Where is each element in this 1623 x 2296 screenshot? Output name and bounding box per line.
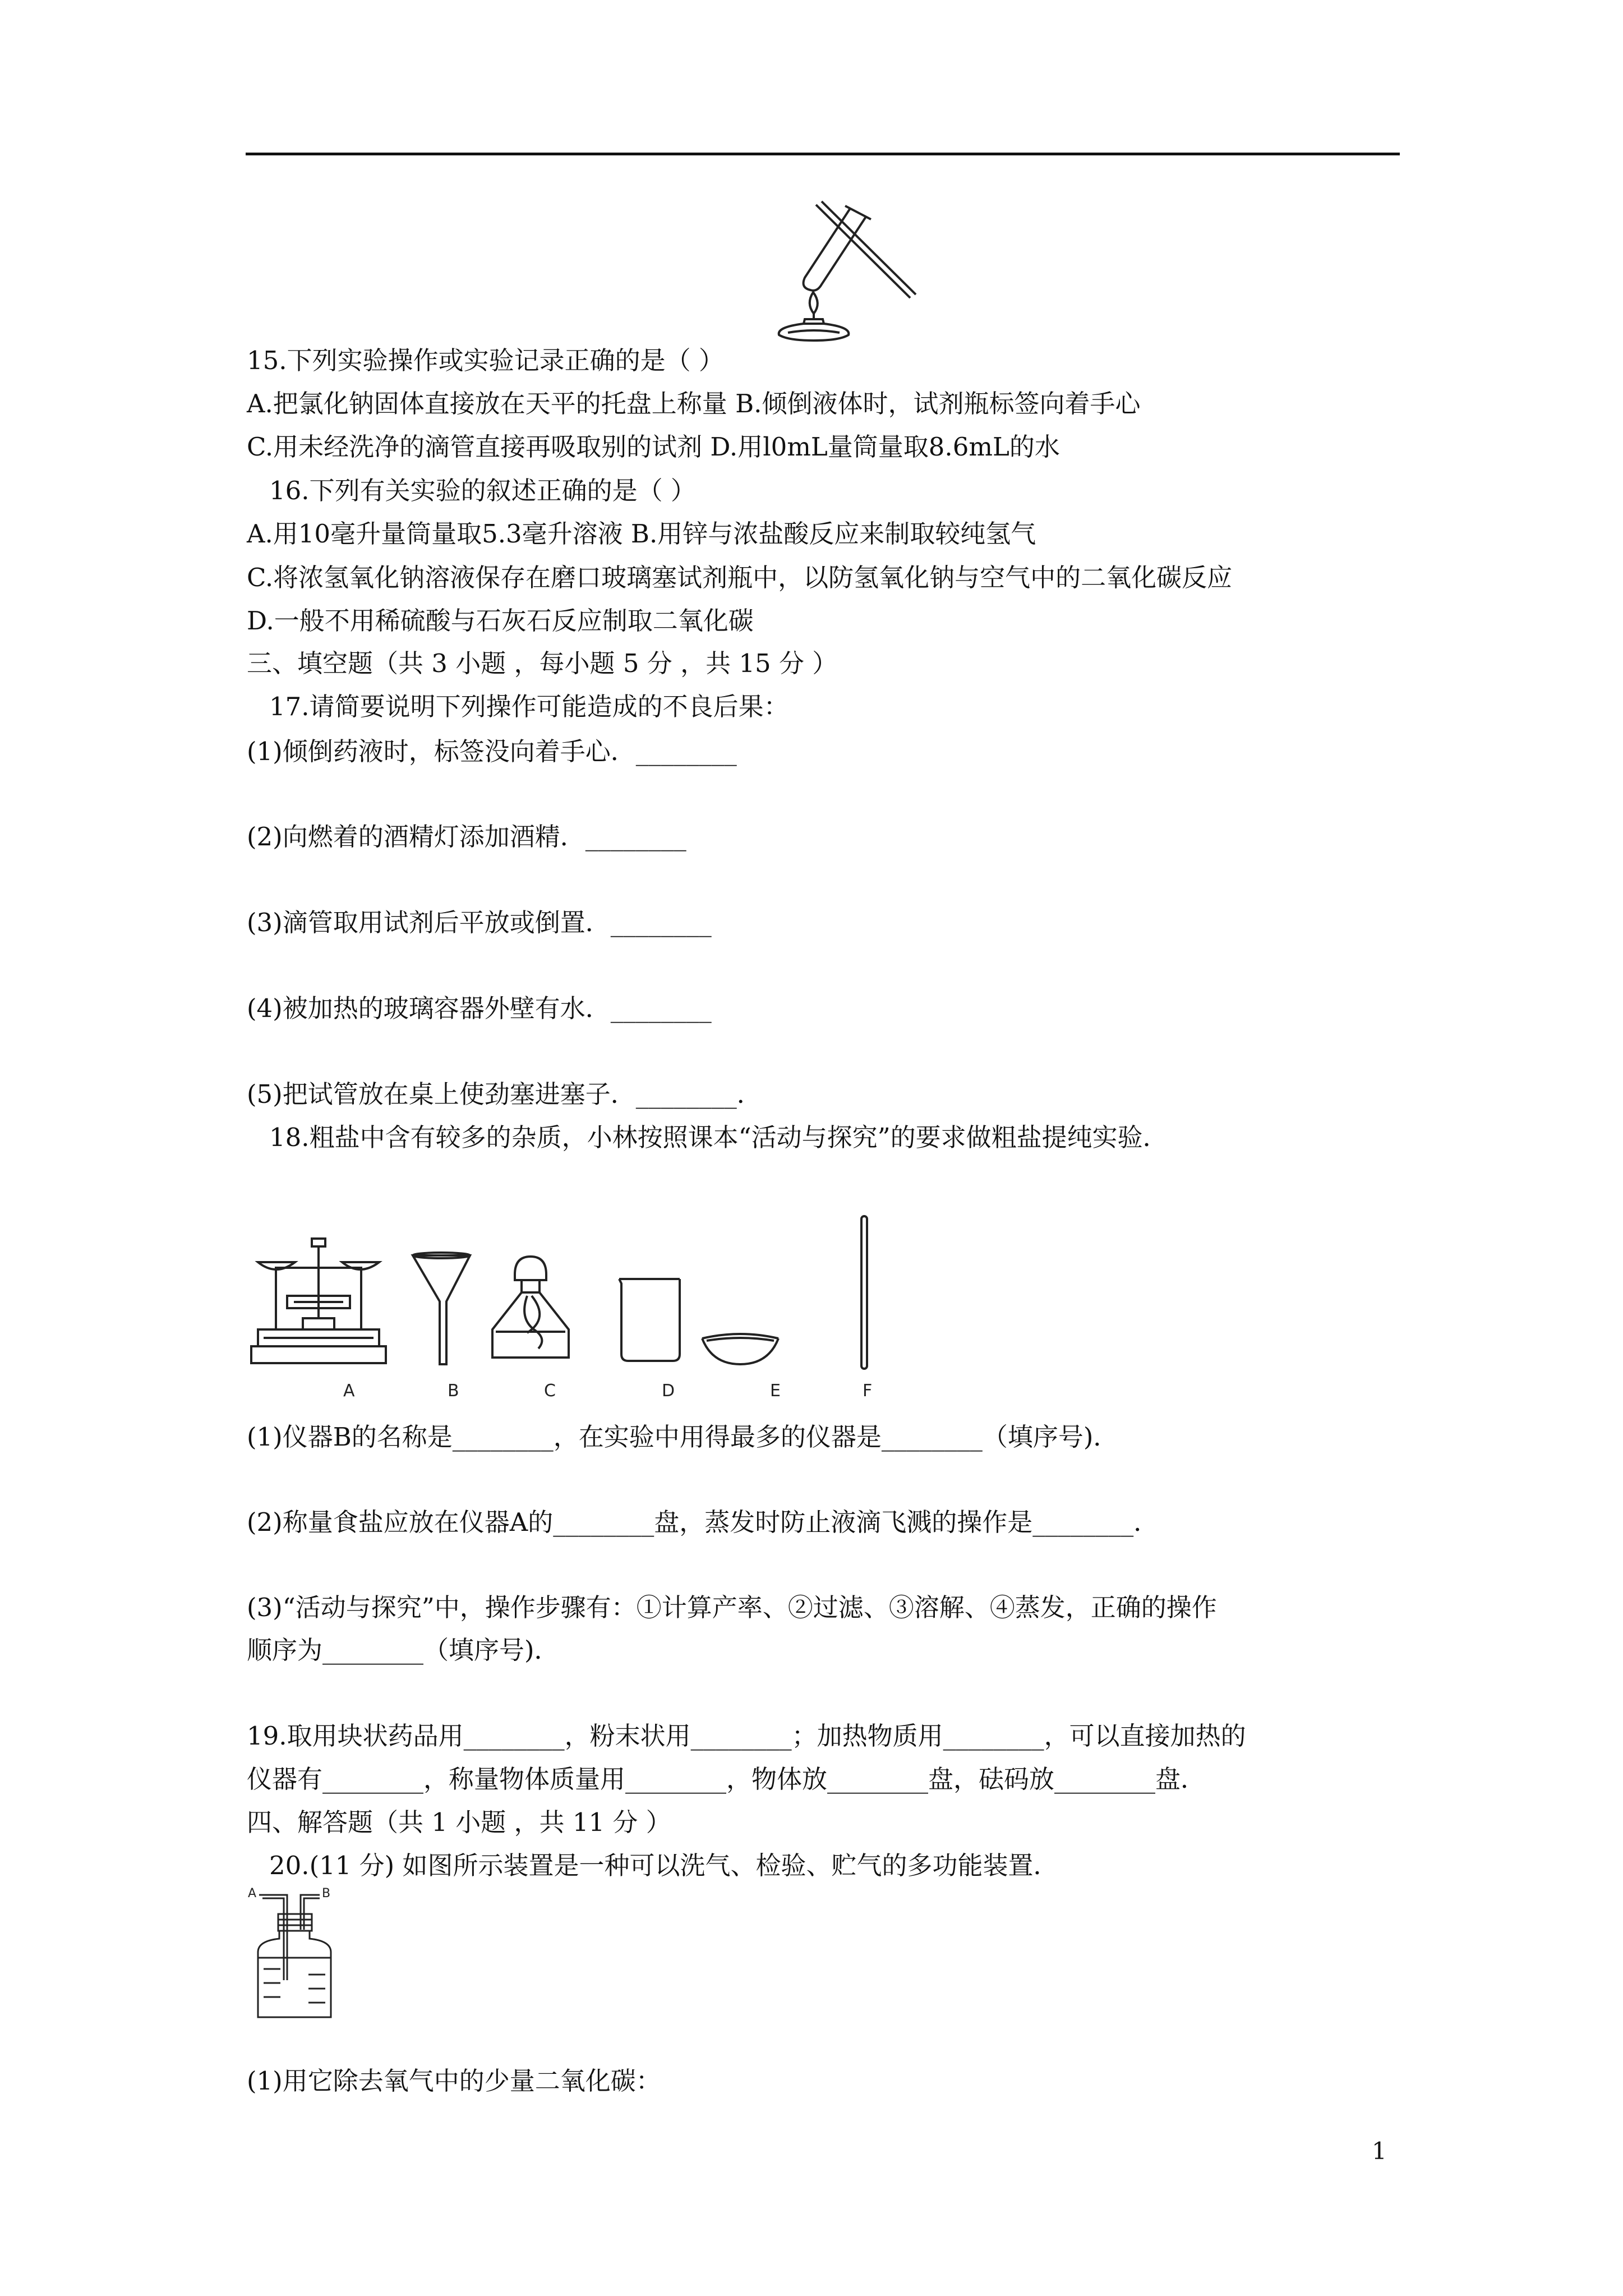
section-3-heading: 三、填空题（共 3 小题 ，每小题 5 分 ，共 15 分 ） (247, 648, 838, 678)
port-b-label: B (322, 1887, 331, 1901)
evaporating-dish-icon (702, 1334, 778, 1364)
beaker-icon (619, 1279, 680, 1361)
q16-stem: 16.下列有关实验的叙述正确的是（ ） (269, 476, 696, 505)
q18-item-3-continued: 顺序为________（填序号)． (247, 1635, 560, 1665)
q17-stem: 17.请简要说明下列操作可能造成的不良后果： (269, 692, 789, 721)
apparatus-label-a: A (343, 1381, 355, 1401)
q17-item-2: (2)向燃着的酒精灯添加酒精．________ (247, 822, 686, 852)
alcohol-lamp-icon (492, 1257, 569, 1358)
q15-options-cd: C.用未经洗净的滴管直接再吸取别的试剂 D.用l0mL量筒量取8.6mL的水 (247, 432, 1060, 462)
gas-washing-bottle-figure (247, 1885, 336, 2019)
q16-option-c: C.将浓氢氧化钠溶液保存在磨口玻璃塞试剂瓶中，以防氢氧化钠与空气中的二氧化碳反应 (247, 563, 1233, 592)
apparatus-label-c: C (544, 1381, 556, 1401)
port-a-label: A (248, 1887, 257, 1901)
funnel-icon (413, 1253, 470, 1364)
q16-options-ab: A.用10毫升量筒量取5.3毫升溶液 B.用锌与浓盐酸反应来制取较纯氢气 (247, 519, 1036, 549)
q17-item-4: (4)被加热的玻璃容器外壁有水．________ (247, 993, 712, 1023)
lab-apparatus-figure (247, 1212, 909, 1380)
q16-option-d: D.一般不用稀硫酸与石灰石反应制取二氧化碳 (247, 606, 754, 636)
header-rule (246, 153, 1400, 155)
balance-icon (251, 1239, 386, 1363)
apparatus-label-f: F (863, 1381, 873, 1401)
q15-stem: 15.下列实验操作或实验记录正确的是（ ） (247, 346, 724, 375)
q18-item-3: (3)“活动与探究”中，操作步骤有：①计算产率、②过滤、③溶解、④蒸发，正确的操作 (247, 1593, 1217, 1622)
q17-item-5: (5)把试管放在桌上使劲塞进塞子．________． (247, 1079, 762, 1109)
q20-stem: 20.(11 分) 如图所示装置是一种可以洗气、检验、贮气的多功能装置． (269, 1851, 1059, 1880)
apparatus-label-e: E (770, 1381, 781, 1401)
page-number: 1 (1372, 2137, 1387, 2165)
glass-rod-icon (861, 1216, 867, 1369)
q18-item-1: (1)仪器B的名称是________，在实验中用得最多的仪器是________（填序号)． (247, 1422, 1119, 1452)
q18-item-2: (2)称量食盐应放在仪器A的________盘，蒸发时防止液滴飞溅的操作是________． (247, 1507, 1159, 1537)
q15-options-ab: A.把氯化钠固体直接放在天平的托盘上称量 B.倾倒液体时，试剂瓶标签向着手心 (247, 389, 1141, 418)
heating-test-tube-figure (766, 194, 917, 342)
q18-stem: 18.粗盐中含有较多的杂质，小林按照课本“活动与探究”的要求做粗盐提纯实验． (269, 1122, 1168, 1152)
apparatus-label-d: D (662, 1381, 675, 1401)
q19-line-1: 19.取用块状药品用________，粉末状用________；加热物质用________，可以直接加热的 (247, 1721, 1246, 1751)
section-4-heading: 四、解答题（共 1 小题 ，共 11 分 ） (247, 1807, 671, 1837)
q17-item-3: (3)滴管取用试剂后平放或倒置．________ (247, 908, 712, 937)
q17-item-1: (1)倾倒药液时，标签没向着手心．________ (247, 737, 737, 766)
q19-line-2: 仪器有________，称量物体质量用________，物体放________盘，砝码放________盘． (247, 1764, 1206, 1794)
apparatus-label-b: B (448, 1381, 459, 1401)
q20-item-1: (1)用它除去氧气中的少量二氧化碳： (247, 2066, 661, 2096)
